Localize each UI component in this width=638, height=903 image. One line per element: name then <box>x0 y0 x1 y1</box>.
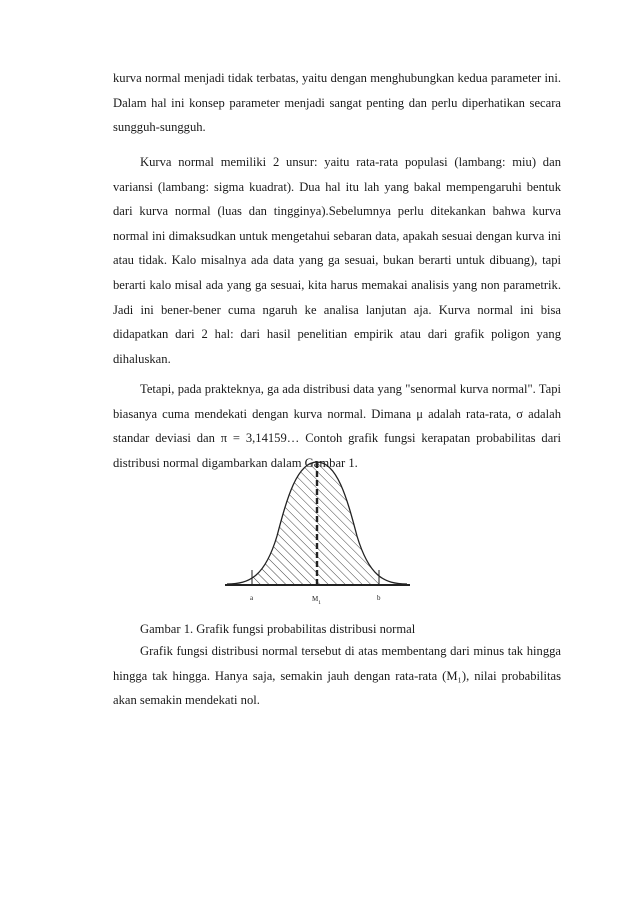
label-mean-subscript: 1 <box>318 600 321 606</box>
normal-distribution-figure <box>225 456 410 608</box>
label-a: a <box>250 594 254 602</box>
paragraph-1: kurva normal menjadi tidak terbatas, yaitu dengan menghubungkan kedua parameter ini. Dalam hal ini konsep parameter menjadi sangat penting dan perlu diperhatikan secara sungguh-sungguh. <box>113 71 561 135</box>
figure-caption: Gambar 1. Grafik fungsi probabilitas distribusi normal <box>140 622 416 636</box>
paragraph-4: Grafik fungsi distribusi normal tersebut di atas membentang dari minus tak hingga hingga tak hingga. Hanya saja, semakin jauh dengan rata-rata (M₁), nilai probabilitas akan semakin mendekati nol. <box>113 644 561 708</box>
paragraph-3: Tetapi, pada prakteknya, ga ada distribusi data yang "senormal kurva normal". Tapi biasanya cuma mendekati dengan kurva normal. Dimana μ adalah rata-rata, σ adalah standar deviasi dan π = 3,14159… Contoh grafik fungsi kerapatan probabilitas dari distribusi normal digambarkan dalam Gambar 1. <box>113 382 561 470</box>
label-mean-letter: M <box>312 595 319 603</box>
paragraph-2: Kurva normal memiliki 2 unsur: yaitu rata-rata populasi (lambang: miu) dan variansi (lambang: sigma kuadrat). Dua hal itu lah yang bakal mempengaruhi bentuk dari kurva normal (luas dan tingginya).Sebelumnya perlu ditekankan bahwa kurva normal ini dimaksudkan untuk mengetahui sebaran data, apakah sesuai dengan kurva ini atau tidak. Kalo misalnya ada data yang ga sesuai, bukan berarti untuk dibuang), tapi berarti kalo misal ada yang ga sesuai, kita harus memakai analisis yang non parametrik. Jadi ini bener-bener cuma ngaruh ke analisa lanjutan aja. Kurva normal ini bisa didapatkan dari 2 hal: dari hasil penelitian empirik atau dari grafik poligon yang dihaluskan. <box>113 155 561 366</box>
label-mean <box>312 595 321 606</box>
label-b: b <box>377 594 381 602</box>
